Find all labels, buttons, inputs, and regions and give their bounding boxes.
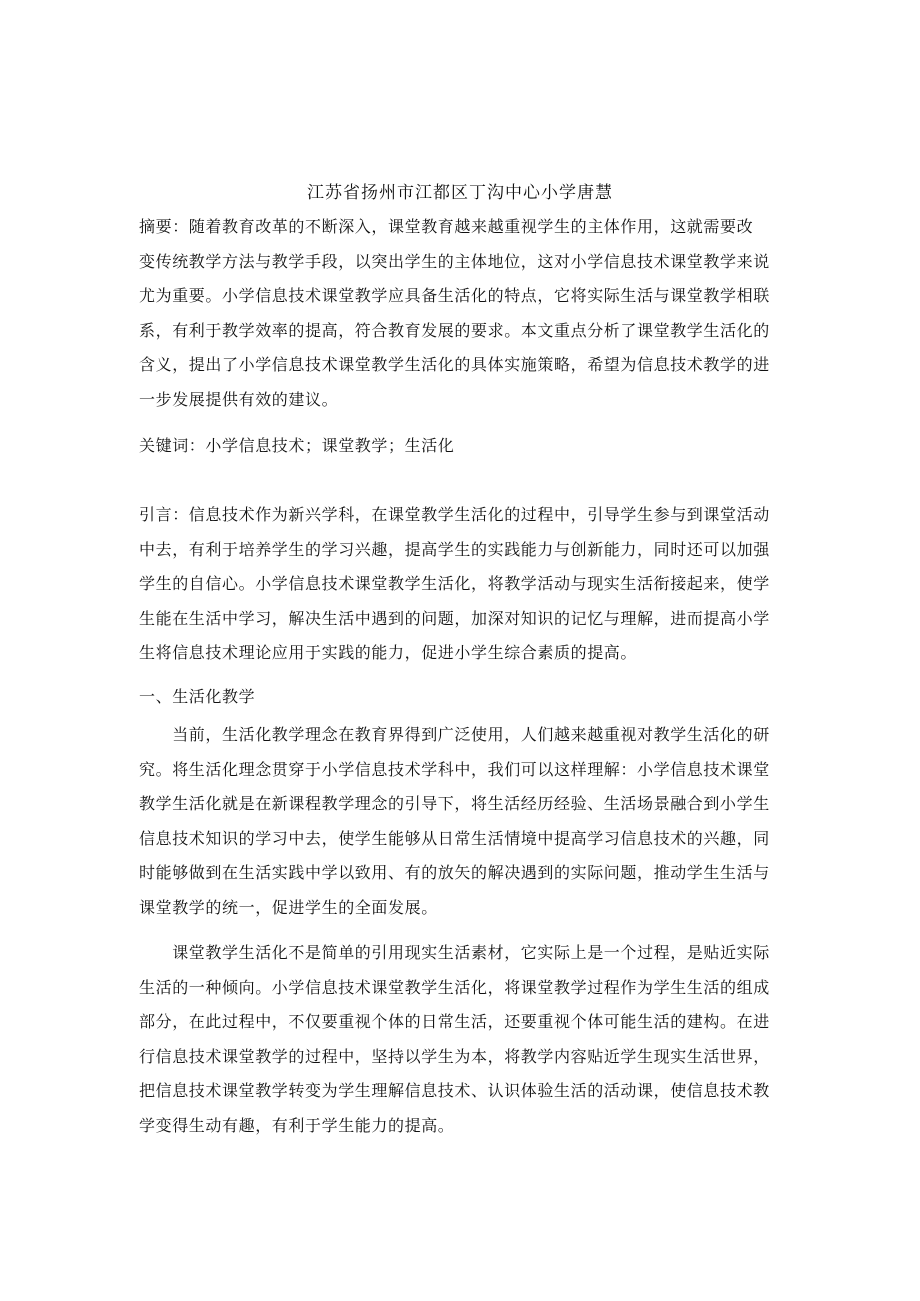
abstract-line: 含义，提出了小学信息技术课堂教学生活化的具体实施策略，希望为信息技术教学的进 bbox=[139, 355, 770, 374]
abstract-line: 系，有利于教学效率的提高，符合教育发展的要求。本文重点分析了课堂教学生活化的 bbox=[139, 320, 770, 340]
keywords-text: 关键词：小学信息技术；课堂教学；生活化 bbox=[139, 436, 455, 455]
section-heading-text: 一、生活化教学 bbox=[139, 687, 256, 706]
section-heading bbox=[139, 680, 794, 715]
paragraph-line: 把信息技术课堂教学转变为学生理解信息技术、认识体验生活的活动课，使信息技术教 bbox=[139, 1081, 770, 1100]
paragraph-line: 时能够做到在生活实践中学以致用、有的放矢的解决遇到的实际问题，推动学生生活与 bbox=[139, 863, 770, 882]
paragraph-line: 信息技术知识的学习中去，使学生能够从日常生活情境中提高学习信息技术的兴趣，同 bbox=[139, 828, 770, 848]
abstract-line: 尤为重要。小学信息技术课堂教学应具备生活化的特点，它将实际生活与课堂教学相联 bbox=[139, 286, 770, 305]
paragraph-line: 部分，在此过程中，不仅要重视个体的日常生活，还要重视个体可能生活的建构。在进 bbox=[139, 1012, 770, 1031]
body-paragraph-1 bbox=[139, 718, 794, 925]
abstract-line: 一步发展提供有效的建议。 bbox=[139, 389, 339, 409]
paragraph-line: 生活的一种倾向。小学信息技术课堂教学生活化，将课堂教学过程作为学生生活的组成 bbox=[139, 977, 770, 997]
paragraph-line: 课堂教学生活化不是简单的引用现实生活素材，它实际上是一个过程，是贴近实际 bbox=[139, 943, 770, 962]
paragraph-line: 课堂教学的统一，促进学生的全面发展。 bbox=[139, 897, 438, 917]
intro-line: 引言：信息技术作为新兴学科，在课堂教学生活化的过程中，引导学生参与到课堂活动 bbox=[139, 505, 770, 524]
body-paragraph-2 bbox=[139, 936, 794, 1143]
abstract-paragraph bbox=[139, 210, 794, 417]
abstract-line: 摘要：随着教育改革的不断深入，课堂教育越来越重视学生的主体作用，这就需要改 bbox=[139, 217, 754, 236]
intro-line: 学生的自信心。小学信息技术课堂教学生活化，将教学活动与现实生活衔接起来，使学 bbox=[139, 574, 770, 593]
paragraph-line: 究。将生活化理念贯穿于小学信息技术学科中，我们可以这样理解：小学信息技术课堂 bbox=[139, 759, 770, 779]
paragraph-line: 学变得生动有趣，有利于学生能力的提高。 bbox=[139, 1115, 455, 1135]
paragraph-line: 教学生活化就是在新课程教学理念的引导下，将生活经历经验、生活场景融合到小学生 bbox=[139, 794, 770, 813]
intro-paragraph bbox=[139, 498, 794, 671]
intro-line: 中去，有利于培养学生的学习兴趣，提高学生的实践能力与创新能力，同时还可以加强 bbox=[139, 539, 770, 559]
paragraph-line: 行信息技术课堂教学的过程中，坚持以学生为本，将教学内容贴近学生现实生活世界， bbox=[139, 1046, 770, 1066]
paragraph-line: 当前，生活化教学理念在教育界得到广泛使用，人们越来越重视对教学生活化的研 bbox=[139, 725, 770, 744]
author-line: 江苏省扬州市江都区丁沟中心小学唐慧 bbox=[307, 183, 613, 203]
abstract-line: 变传统教学方法与教学手段，以突出学生的主体地位，这对小学信息技术课堂教学来说 bbox=[139, 251, 770, 271]
intro-line: 生将信息技术理论应用于实践的能力，促进小学生综合素质的提高。 bbox=[139, 643, 638, 662]
intro-line: 生能在生活中学习，解决生活中遇到的问题，加深对知识的记忆与理解，进而提高小学 bbox=[139, 608, 770, 628]
keywords-line bbox=[139, 429, 794, 464]
